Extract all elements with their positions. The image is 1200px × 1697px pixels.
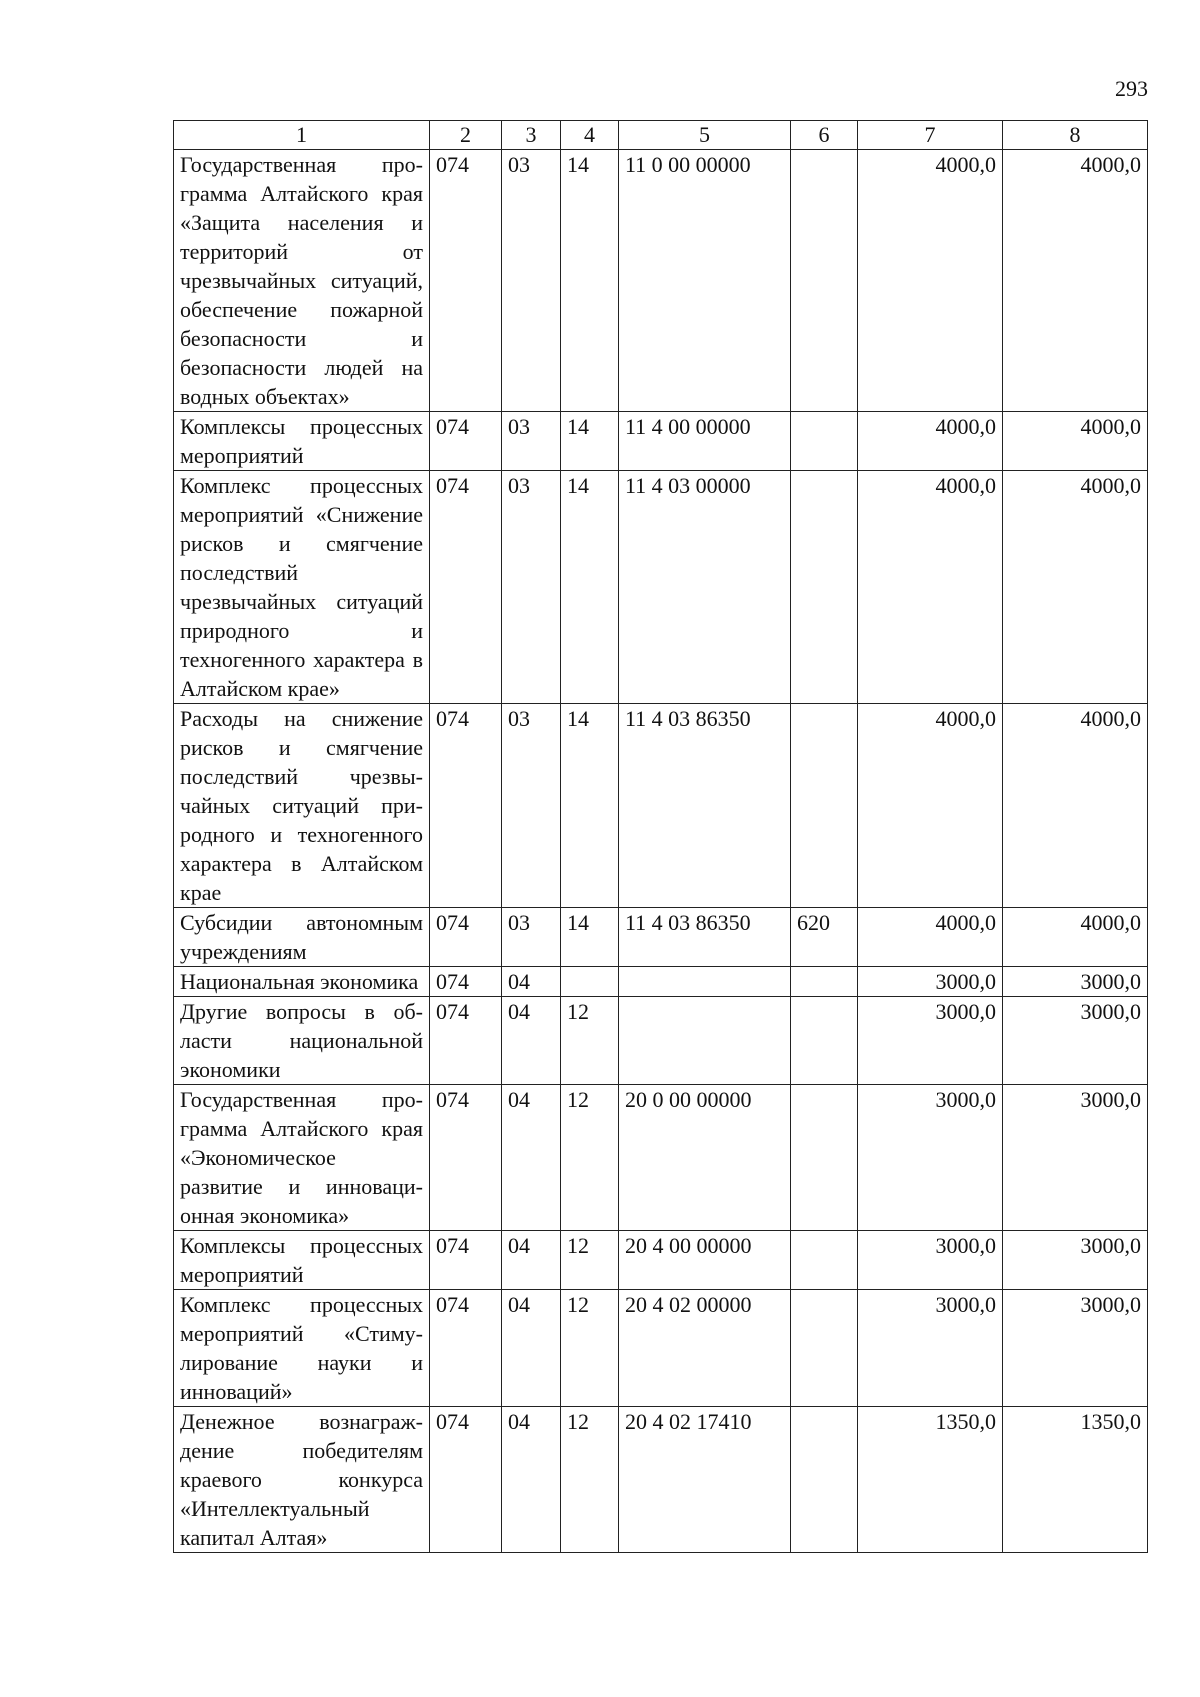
cell-subsection: 14 xyxy=(561,908,619,967)
cell-subsection: 14 xyxy=(561,150,619,412)
cell-ministry: 074 xyxy=(430,1407,502,1553)
cell-expense-type xyxy=(791,1407,858,1553)
cell-name: Денежное вознаграждение победителям краевого конкурса «Интеллектуальный капитал Алтая» xyxy=(174,1407,430,1553)
table-row xyxy=(174,1231,1148,1290)
cell-amount-7: 3000,0 xyxy=(858,1290,1003,1407)
column-header-3: 3 xyxy=(502,121,561,150)
cell-amount-8: 3000,0 xyxy=(1003,1085,1148,1231)
cell-expense-type xyxy=(791,704,858,908)
table-row xyxy=(174,997,1148,1085)
cell-amount-7: 4000,0 xyxy=(858,704,1003,908)
cell-section: 03 xyxy=(502,471,561,704)
cell-section: 04 xyxy=(502,1290,561,1407)
column-header-1: 1 xyxy=(174,121,430,150)
cell-expense-type xyxy=(791,412,858,471)
cell-subsection: 14 xyxy=(561,704,619,908)
cell-name: Государственная программа Алтайского края «Экономическое развитие и инновационная экономика» xyxy=(174,1085,430,1231)
cell-section: 04 xyxy=(502,997,561,1085)
cell-amount-7: 1350,0 xyxy=(858,1407,1003,1553)
cell-name: Комплексы процессных мероприятий xyxy=(174,1231,430,1290)
cell-ministry: 074 xyxy=(430,704,502,908)
cell-amount-8: 4000,0 xyxy=(1003,412,1148,471)
cell-expense-type xyxy=(791,471,858,704)
cell-target: 11 0 00 00000 xyxy=(619,150,791,412)
cell-ministry: 074 xyxy=(430,908,502,967)
cell-section: 03 xyxy=(502,150,561,412)
cell-subsection xyxy=(561,967,619,997)
cell-amount-7: 4000,0 xyxy=(858,150,1003,412)
cell-expense-type xyxy=(791,150,858,412)
cell-section: 03 xyxy=(502,704,561,908)
cell-subsection: 12 xyxy=(561,1085,619,1231)
budget-table xyxy=(173,120,1148,1553)
header-row xyxy=(174,121,1148,150)
cell-amount-8: 4000,0 xyxy=(1003,471,1148,704)
cell-expense-type xyxy=(791,1231,858,1290)
table-row xyxy=(174,967,1148,997)
cell-amount-7: 4000,0 xyxy=(858,412,1003,471)
cell-expense-type xyxy=(791,997,858,1085)
cell-target xyxy=(619,997,791,1085)
cell-amount-8: 4000,0 xyxy=(1003,150,1148,412)
cell-name: Государственная программа Алтайского края «Защита населения и территорий от чрезвычайных ситуаций, обеспечение пожарной безопасности и безопасности людей на водных объектах» xyxy=(174,150,430,412)
cell-ministry: 074 xyxy=(430,150,502,412)
cell-expense-type xyxy=(791,1290,858,1407)
cell-amount-7: 3000,0 xyxy=(858,1085,1003,1231)
page-number: 293 xyxy=(1115,76,1148,101)
cell-subsection: 14 xyxy=(561,471,619,704)
table-row xyxy=(174,908,1148,967)
cell-section: 04 xyxy=(502,1231,561,1290)
table-row xyxy=(174,150,1148,412)
cell-name: Субсидии автономным учреждениям xyxy=(174,908,430,967)
cell-expense-type xyxy=(791,967,858,997)
cell-section: 03 xyxy=(502,908,561,967)
cell-section: 04 xyxy=(502,1407,561,1553)
cell-name: Комплексы процессных мероприятий xyxy=(174,412,430,471)
table-row xyxy=(174,412,1148,471)
cell-name: Расходы на снижение рисков и смягчение последствий чрезвычайных ситуаций природного и техногенного характера в Алтайском крае xyxy=(174,704,430,908)
cell-amount-7: 3000,0 xyxy=(858,967,1003,997)
cell-target: 20 4 02 00000 xyxy=(619,1290,791,1407)
table-row xyxy=(174,1407,1148,1553)
column-header-4: 4 xyxy=(561,121,619,150)
cell-target xyxy=(619,967,791,997)
cell-expense-type xyxy=(791,1085,858,1231)
cell-amount-8: 3000,0 xyxy=(1003,967,1148,997)
table-header xyxy=(174,121,1148,150)
table-row xyxy=(174,704,1148,908)
cell-subsection: 14 xyxy=(561,412,619,471)
table-body xyxy=(174,150,1148,1553)
cell-target: 20 4 00 00000 xyxy=(619,1231,791,1290)
cell-ministry: 074 xyxy=(430,1231,502,1290)
cell-ministry: 074 xyxy=(430,967,502,997)
cell-name: Комплекс процессных мероприятий «Снижение рисков и смягчение последствий чрезвычайных ситуаций природного и техногенного характера в Алтайском крае» xyxy=(174,471,430,704)
cell-amount-7: 4000,0 xyxy=(858,908,1003,967)
cell-ministry: 074 xyxy=(430,412,502,471)
cell-section: 04 xyxy=(502,967,561,997)
cell-amount-8: 4000,0 xyxy=(1003,704,1148,908)
cell-amount-8: 4000,0 xyxy=(1003,908,1148,967)
cell-target: 11 4 00 00000 xyxy=(619,412,791,471)
cell-subsection: 12 xyxy=(561,1407,619,1553)
cell-target: 20 4 02 17410 xyxy=(619,1407,791,1553)
cell-amount-8: 3000,0 xyxy=(1003,1290,1148,1407)
cell-subsection: 12 xyxy=(561,1231,619,1290)
cell-target: 20 0 00 00000 xyxy=(619,1085,791,1231)
column-header-8: 8 xyxy=(1003,121,1148,150)
cell-name: Другие вопросы в области национальной экономики xyxy=(174,997,430,1085)
table-row xyxy=(174,471,1148,704)
cell-amount-7: 4000,0 xyxy=(858,471,1003,704)
table-row xyxy=(174,1085,1148,1231)
cell-ministry: 074 xyxy=(430,1085,502,1231)
cell-target: 11 4 03 00000 xyxy=(619,471,791,704)
table-row xyxy=(174,1290,1148,1407)
cell-expense-type: 620 xyxy=(791,908,858,967)
cell-ministry: 074 xyxy=(430,997,502,1085)
cell-amount-8: 1350,0 xyxy=(1003,1407,1148,1553)
column-header-6: 6 xyxy=(791,121,858,150)
cell-amount-8: 3000,0 xyxy=(1003,997,1148,1085)
cell-section: 03 xyxy=(502,412,561,471)
column-header-2: 2 xyxy=(430,121,502,150)
cell-target: 11 4 03 86350 xyxy=(619,704,791,908)
cell-amount-7: 3000,0 xyxy=(858,1231,1003,1290)
cell-name: Национальная экономика xyxy=(174,967,430,997)
cell-amount-7: 3000,0 xyxy=(858,997,1003,1085)
column-header-5: 5 xyxy=(619,121,791,150)
cell-amount-8: 3000,0 xyxy=(1003,1231,1148,1290)
cell-section: 04 xyxy=(502,1085,561,1231)
cell-subsection: 12 xyxy=(561,1290,619,1407)
cell-ministry: 074 xyxy=(430,471,502,704)
cell-target: 11 4 03 86350 xyxy=(619,908,791,967)
cell-name: Комплекс процессных мероприятий «Стимулирование науки и инноваций» xyxy=(174,1290,430,1407)
cell-ministry: 074 xyxy=(430,1290,502,1407)
column-header-7: 7 xyxy=(858,121,1003,150)
cell-subsection: 12 xyxy=(561,997,619,1085)
